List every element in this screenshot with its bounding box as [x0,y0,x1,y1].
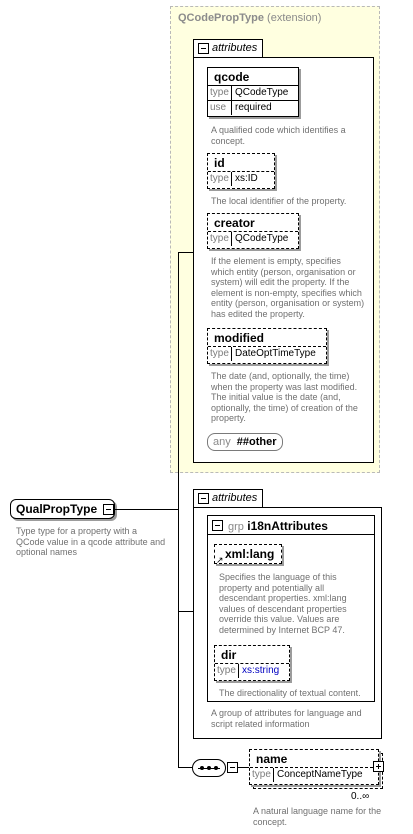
element-description: A natural language name for the concept. [253,806,382,827]
row-value: QCodeType [235,233,289,244]
attribute-description: If the element is empty, specifies which entity (person, organisation or system) will edit the property. If the element is non-empty, specifies which entity (person, organisation or system) has edited the property. [211,256,365,319]
extension-base-name: QCodePropType [178,12,264,24]
sequence-dot [207,766,211,770]
element-type-row [250,767,378,782]
any-key: any [213,436,231,448]
any-value: ##other [236,436,277,448]
attribute-dir[interactable] [214,645,290,681]
element-description: Type type for a property with a QCode value in a qcode attribute and optional names [16,526,166,557]
connector-line [114,509,178,510]
attribute-type-row [208,85,298,100]
row-key: type [215,664,239,678]
attribute-creator[interactable] [207,213,299,249]
attribute-name: qcode [214,70,250,84]
extension-kind: (extension) [267,12,322,24]
row-key: type [208,172,232,186]
sequence-dot [214,766,218,770]
attribute-name: creator [214,216,255,230]
attribute-name: xml:lang [225,547,275,561]
row-value: xs:string [242,665,280,676]
group-header [208,516,374,536]
attribute-description: The directionality of textual content. [219,688,361,698]
group-key: grp [228,521,244,533]
row-value: xs:ID [235,173,258,184]
connector-line [178,767,192,768]
attribute-name: id [214,156,225,170]
sequence-compositor[interactable] [192,759,226,777]
element-name: name [256,752,288,766]
attribute-type-row [208,171,274,186]
attribute-type-row [215,663,289,678]
attribute-description: The local identifier of the property. [211,196,347,206]
collapse-toggle-icon[interactable] [198,493,209,504]
row-value: ConceptNameType [277,769,363,780]
any-attribute[interactable] [207,433,283,451]
attribute-id[interactable] [207,153,275,189]
row-value: QCodeType [235,87,289,98]
element-name-node[interactable] [249,749,379,785]
row-key: type [208,232,232,246]
row-key: type [208,86,232,100]
connector-line [178,252,193,253]
row-key: type [208,347,232,361]
extension-title [178,12,321,24]
group-divider [207,534,375,535]
collapse-toggle-icon[interactable] [103,504,114,515]
sequence-dot [200,766,204,770]
attribute-xml-lang[interactable] [214,544,282,564]
connector-line [178,252,179,767]
attribute-modified[interactable] [207,328,327,364]
reference-arrow-icon: ↗ [216,555,224,565]
attribute-use-row [208,100,298,115]
expand-toggle-icon[interactable] [373,761,384,772]
row-key: type [250,768,274,782]
connector-line [178,611,193,612]
collapse-toggle-icon[interactable] [198,43,209,54]
collapse-toggle-icon[interactable] [212,520,223,531]
collapse-toggle-icon[interactable] [227,762,238,773]
qualproptype-element[interactable] [10,499,115,519]
attribute-description: A qualified code which identifies a concept. [211,125,346,146]
row-key: use [208,101,232,115]
group-description: A group of attributes for language and script related information [211,708,362,729]
attribute-description: Specifies the language of this property and potentially all descendant properties. xml:lang values of descendant properties override this value. Values are determined by Internet BCP 47. [219,572,347,635]
group-name: i18nAttributes [247,519,328,533]
attribute-type-row [208,231,298,246]
attribute-qcode[interactable] [207,67,299,117]
extension-attributes-label: attributes [212,42,258,54]
row-value: required [235,102,272,113]
attribute-type-row [208,346,326,361]
own-attributes-label: attributes [212,492,258,504]
row-value: DateOptTimeType [235,348,316,359]
cardinality-label: 0..∞ [351,791,370,802]
attribute-description: The date (and, optionally, the time) when the property was last modified. The initial value is the date (and, optionally, the time) of creation of the property. [211,371,358,423]
element-name: QualPropType [16,502,98,516]
attribute-name: dir [221,648,237,662]
attribute-name: modified [214,331,264,345]
